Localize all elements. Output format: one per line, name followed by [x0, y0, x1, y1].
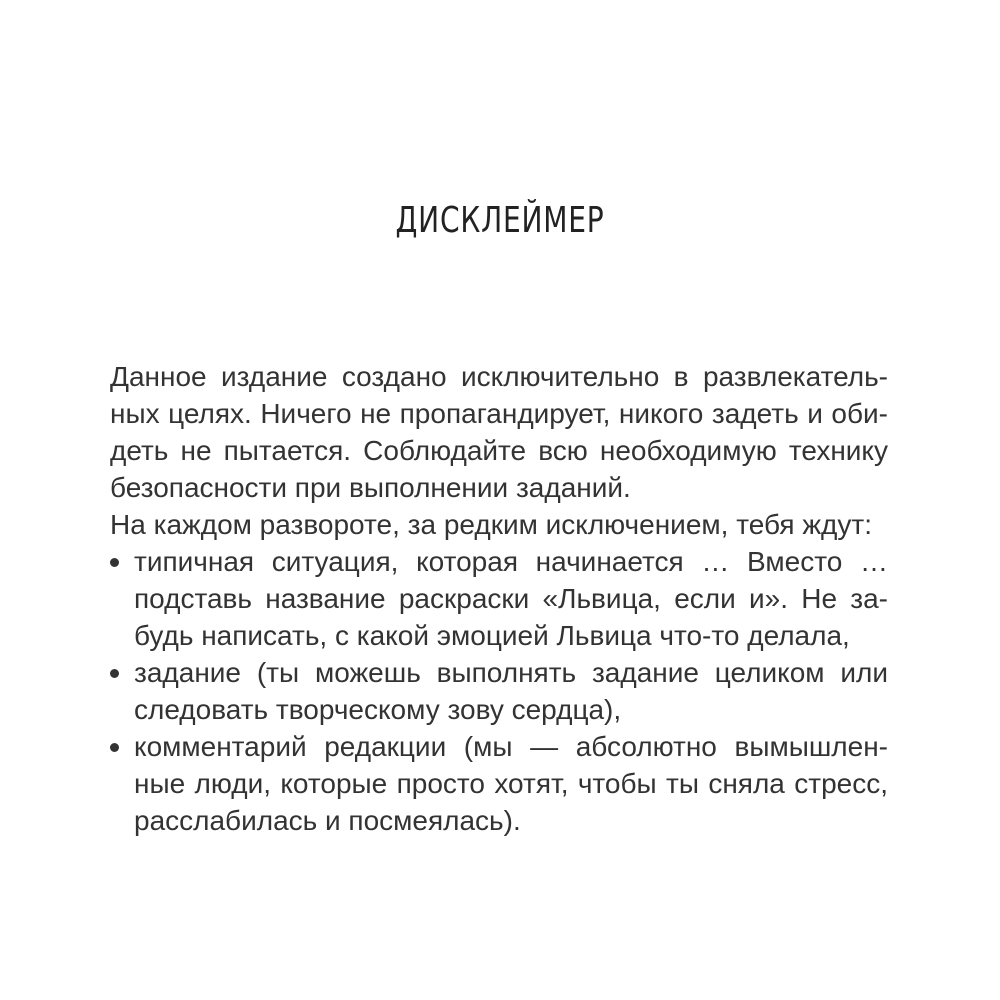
- bullet-item: [110, 654, 888, 691]
- paragraph-line: безопасности при выполнении заданий.: [110, 472, 631, 503]
- bullet-continuation: будь написать, с какой эмоцией Львица что-то делала,: [134, 620, 850, 651]
- paragraph-line: ных целях. Ничего не пропагандирует, никого задеть и оби-: [110, 398, 888, 429]
- disclaimer-body: [110, 358, 888, 839]
- bullet-text: задание (ты можешь выполнять задание целиком или: [134, 657, 888, 688]
- bullet-continuation: расслабилась и посмеялась).: [134, 805, 521, 836]
- bullet-continuation: следовать творческому зову сердца),: [134, 694, 622, 725]
- bullet-continuation: ные люди, которые просто хотят, чтобы ты сняла стресс,: [134, 768, 888, 799]
- bullet-icon: [110, 558, 119, 567]
- page-title: ДИСКЛЕЙМЕР: [395, 200, 605, 241]
- intro-line: На каждом развороте, за редким исключением, тебя ждут:: [110, 509, 873, 540]
- bullet-item: [110, 728, 888, 765]
- bullet-icon: [110, 669, 119, 678]
- paragraph-line: деть не пытается. Соблюдайте всю необходимую технику: [110, 435, 888, 466]
- bullet-text: типичная ситуация, которая начинается … Вместо …: [134, 546, 888, 577]
- bullet-item: [110, 543, 888, 580]
- bullet-continuation: подставь название раскраски «Львица, если и». Не за-: [134, 583, 888, 614]
- bullet-text: комментарий редакции (мы — абсолютно вымышлен-: [134, 731, 888, 762]
- bullet-icon: [110, 743, 119, 752]
- paragraph-line: Данное издание создано исключительно в развлекатель-: [110, 361, 888, 392]
